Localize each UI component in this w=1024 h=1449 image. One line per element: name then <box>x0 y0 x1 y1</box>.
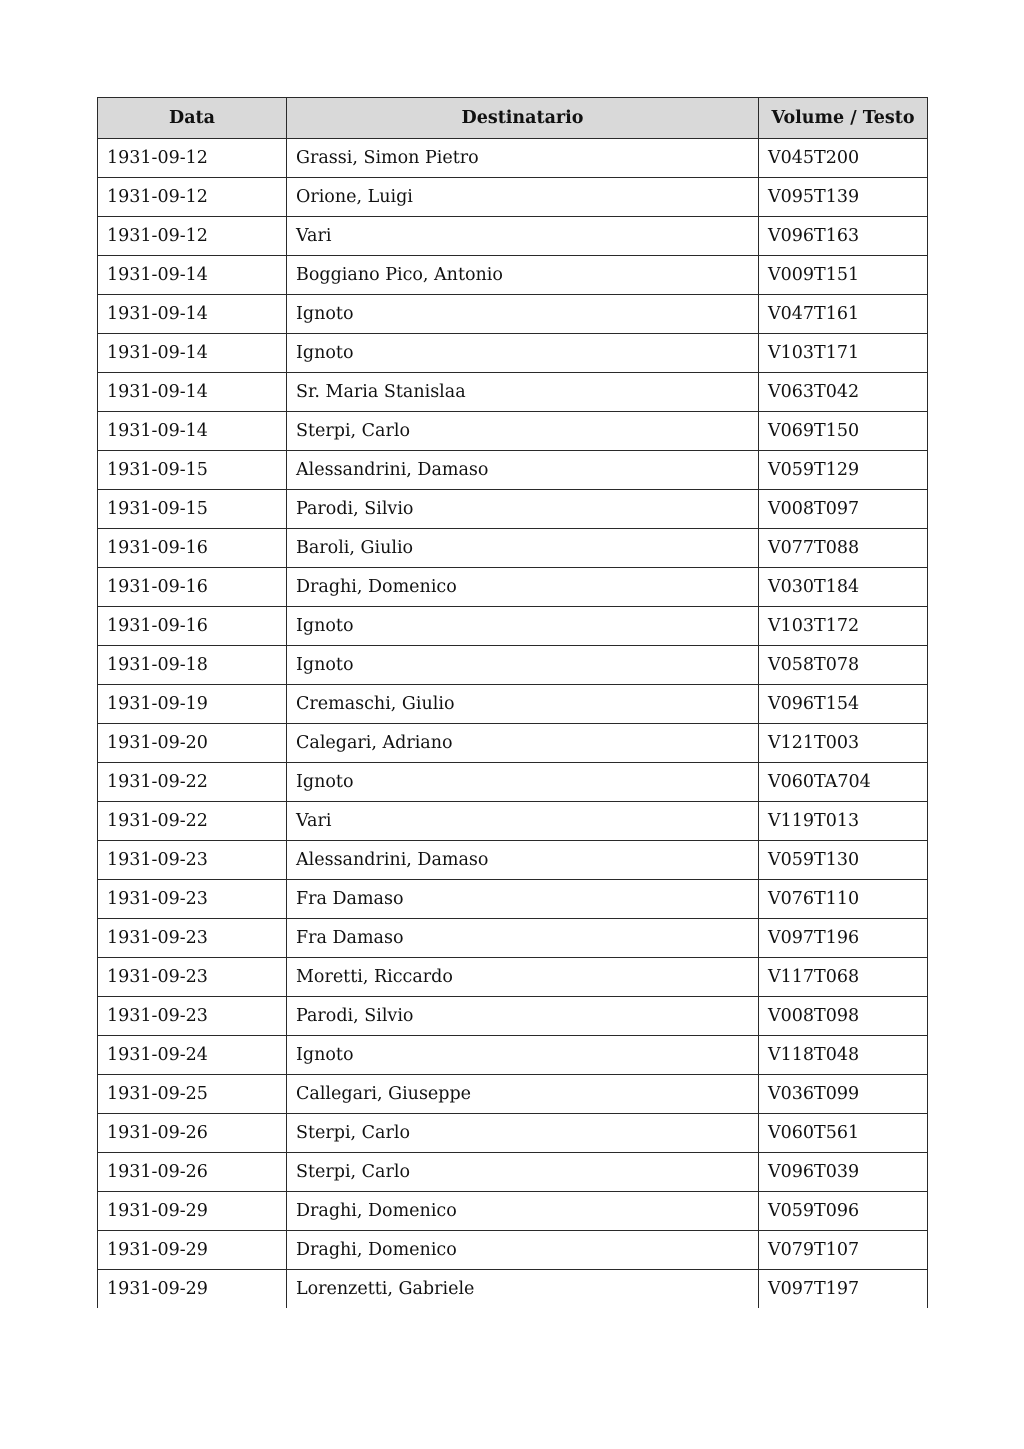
cell-volume-text: V030T184 <box>759 568 928 607</box>
cell-recipient: Ignoto <box>287 1036 759 1075</box>
cell-recipient: Lorenzetti, Gabriele <box>287 1270 759 1309</box>
table-row <box>98 178 928 217</box>
table-row <box>98 490 928 529</box>
cell-date: 1931-09-12 <box>98 217 287 256</box>
cell-recipient: Moretti, Riccardo <box>287 958 759 997</box>
table-row <box>98 1270 928 1309</box>
cell-date: 1931-09-16 <box>98 568 287 607</box>
cell-recipient: Ignoto <box>287 763 759 802</box>
table-row <box>98 139 928 178</box>
cell-date: 1931-09-20 <box>98 724 287 763</box>
column-header-recipient: Destinatario <box>287 98 759 139</box>
table-row <box>98 373 928 412</box>
cell-volume-text: V118T048 <box>759 1036 928 1075</box>
table-row <box>98 958 928 997</box>
cell-date: 1931-09-26 <box>98 1114 287 1153</box>
cell-date: 1931-09-22 <box>98 763 287 802</box>
table-row <box>98 412 928 451</box>
cell-recipient: Calegari, Adriano <box>287 724 759 763</box>
table-header <box>98 98 928 139</box>
cell-date: 1931-09-12 <box>98 178 287 217</box>
cell-volume-text: V103T171 <box>759 334 928 373</box>
table-row <box>98 763 928 802</box>
cell-date: 1931-09-29 <box>98 1270 287 1309</box>
cell-recipient: Parodi, Silvio <box>287 490 759 529</box>
cell-recipient: Draghi, Domenico <box>287 1231 759 1270</box>
cell-volume-text: V097T196 <box>759 919 928 958</box>
cell-volume-text: V058T078 <box>759 646 928 685</box>
table-row <box>98 1153 928 1192</box>
table-row <box>98 919 928 958</box>
cell-volume-text: V009T151 <box>759 256 928 295</box>
cell-recipient: Vari <box>287 802 759 841</box>
table-row <box>98 1114 928 1153</box>
cell-volume-text: V076T110 <box>759 880 928 919</box>
cell-date: 1931-09-16 <box>98 529 287 568</box>
cell-date: 1931-09-23 <box>98 880 287 919</box>
cell-date: 1931-09-14 <box>98 334 287 373</box>
cell-volume-text: V059T130 <box>759 841 928 880</box>
cell-date: 1931-09-23 <box>98 919 287 958</box>
cell-recipient: Cremaschi, Giulio <box>287 685 759 724</box>
table-row <box>98 646 928 685</box>
cell-recipient: Sterpi, Carlo <box>287 412 759 451</box>
cell-recipient: Draghi, Domenico <box>287 568 759 607</box>
cell-date: 1931-09-23 <box>98 841 287 880</box>
table-row <box>98 256 928 295</box>
table-row <box>98 1036 928 1075</box>
cell-volume-text: V060TA704 <box>759 763 928 802</box>
cell-volume-text: V079T107 <box>759 1231 928 1270</box>
cell-volume-text: V103T172 <box>759 607 928 646</box>
cell-date: 1931-09-12 <box>98 139 287 178</box>
column-header-date: Data <box>98 98 287 139</box>
cell-date: 1931-09-23 <box>98 958 287 997</box>
cell-date: 1931-09-29 <box>98 1192 287 1231</box>
cell-volume-text: V095T139 <box>759 178 928 217</box>
cell-date: 1931-09-22 <box>98 802 287 841</box>
cell-recipient: Sterpi, Carlo <box>287 1153 759 1192</box>
cell-volume-text: V117T068 <box>759 958 928 997</box>
cell-date: 1931-09-14 <box>98 412 287 451</box>
cell-date: 1931-09-19 <box>98 685 287 724</box>
cell-recipient: Ignoto <box>287 334 759 373</box>
cell-date: 1931-09-16 <box>98 607 287 646</box>
table-row <box>98 685 928 724</box>
cell-volume-text: V008T097 <box>759 490 928 529</box>
table-row <box>98 997 928 1036</box>
cell-recipient: Fra Damaso <box>287 880 759 919</box>
cell-recipient: Ignoto <box>287 295 759 334</box>
cell-volume-text: V036T099 <box>759 1075 928 1114</box>
table-row <box>98 880 928 919</box>
table-row <box>98 724 928 763</box>
table-row <box>98 217 928 256</box>
cell-volume-text: V096T154 <box>759 685 928 724</box>
cell-date: 1931-09-14 <box>98 256 287 295</box>
cell-date: 1931-09-25 <box>98 1075 287 1114</box>
header-row <box>98 98 928 139</box>
table-row <box>98 334 928 373</box>
cell-volume-text: V059T096 <box>759 1192 928 1231</box>
cell-volume-text: V060T561 <box>759 1114 928 1153</box>
table-row <box>98 841 928 880</box>
cell-recipient: Baroli, Giulio <box>287 529 759 568</box>
cell-recipient: Ignoto <box>287 607 759 646</box>
cell-volume-text: V119T013 <box>759 802 928 841</box>
table-row <box>98 529 928 568</box>
cell-volume-text: V069T150 <box>759 412 928 451</box>
cell-recipient: Vari <box>287 217 759 256</box>
cell-date: 1931-09-18 <box>98 646 287 685</box>
letters-table <box>97 97 928 1308</box>
cell-volume-text: V059T129 <box>759 451 928 490</box>
column-header-volume-text: Volume / Testo <box>759 98 928 139</box>
table-row <box>98 1075 928 1114</box>
table-row <box>98 1192 928 1231</box>
cell-volume-text: V063T042 <box>759 373 928 412</box>
cell-date: 1931-09-23 <box>98 997 287 1036</box>
cell-date: 1931-09-26 <box>98 1153 287 1192</box>
table-row <box>98 295 928 334</box>
cell-volume-text: V121T003 <box>759 724 928 763</box>
table-row <box>98 607 928 646</box>
cell-recipient: Alessandrini, Damaso <box>287 841 759 880</box>
cell-date: 1931-09-14 <box>98 373 287 412</box>
cell-recipient: Sr. Maria Stanislaa <box>287 373 759 412</box>
cell-recipient: Sterpi, Carlo <box>287 1114 759 1153</box>
cell-volume-text: V077T088 <box>759 529 928 568</box>
cell-volume-text: V008T098 <box>759 997 928 1036</box>
cell-volume-text: V097T197 <box>759 1270 928 1309</box>
cell-recipient: Fra Damaso <box>287 919 759 958</box>
table-row <box>98 1231 928 1270</box>
cell-volume-text: V045T200 <box>759 139 928 178</box>
cell-recipient: Parodi, Silvio <box>287 997 759 1036</box>
cell-recipient: Callegari, Giuseppe <box>287 1075 759 1114</box>
cell-recipient: Ignoto <box>287 646 759 685</box>
table-row <box>98 802 928 841</box>
cell-volume-text: V047T161 <box>759 295 928 334</box>
cell-volume-text: V096T039 <box>759 1153 928 1192</box>
cell-recipient: Draghi, Domenico <box>287 1192 759 1231</box>
cell-recipient: Grassi, Simon Pietro <box>287 139 759 178</box>
cell-recipient: Boggiano Pico, Antonio <box>287 256 759 295</box>
cell-date: 1931-09-29 <box>98 1231 287 1270</box>
table-row <box>98 568 928 607</box>
cell-date: 1931-09-15 <box>98 451 287 490</box>
cell-date: 1931-09-14 <box>98 295 287 334</box>
cell-recipient: Orione, Luigi <box>287 178 759 217</box>
cell-date: 1931-09-24 <box>98 1036 287 1075</box>
table-row <box>98 451 928 490</box>
cell-volume-text: V096T163 <box>759 217 928 256</box>
cell-recipient: Alessandrini, Damaso <box>287 451 759 490</box>
table-body <box>98 139 928 1309</box>
cell-date: 1931-09-15 <box>98 490 287 529</box>
